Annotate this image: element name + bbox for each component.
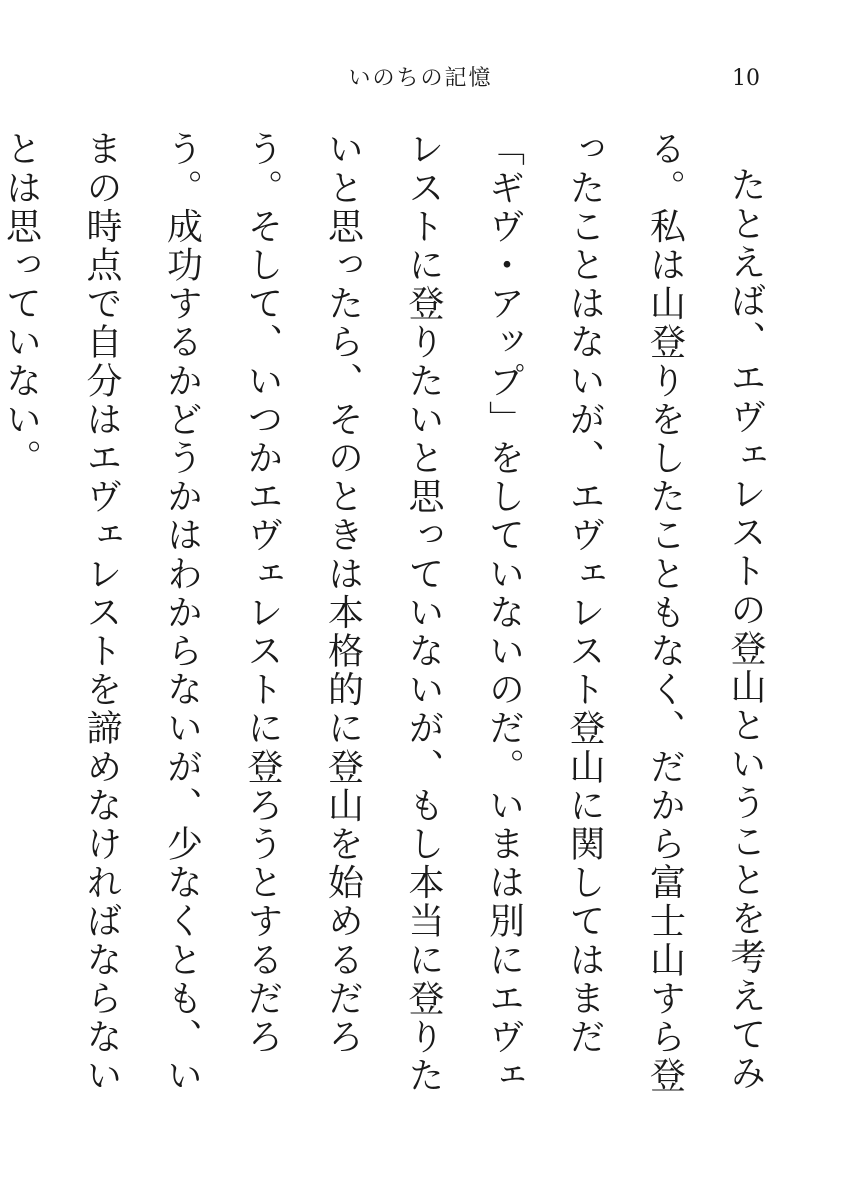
running-header-title: いのちの記憶 xyxy=(348,66,493,91)
page-number: 10 xyxy=(732,66,760,91)
body-text xyxy=(0,130,785,1130)
paragraph-1: たとえば、エヴェレストの登山ということを考えてみる。私は山登りをしたこともなく、だから富士山すら登ったことはないが、エヴェレスト登山に関してはまだ「ギヴ・アップ」をしていないのだ。いまは別にエヴェレストに登りたいと思っていないが、もし本当に登りたいと思ったら、そのときは本格的に登山を始めるだろう。そして、いつかエヴェレストに登ろうとするだろう。成功するかどうかはわからないが、少なくとも、いまの時点で自分はエヴェレストを諦めなければならないとは思っていない。 xyxy=(0,130,766,1095)
